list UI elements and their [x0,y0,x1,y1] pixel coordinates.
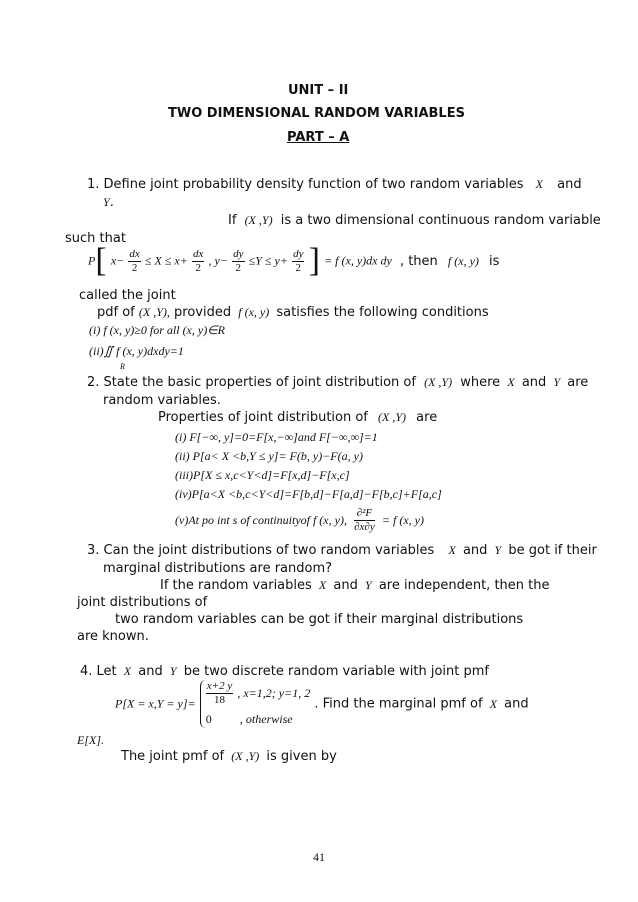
q4-ans-b: is given by [266,749,337,764]
frac-den: 2 [131,261,138,274]
eq-frac-dy-1 [232,248,244,275]
frac-den: 2 [295,261,301,274]
q2-props-xy: (X ,Y) [378,410,407,424]
q1-pdf-line [97,305,489,320]
eq-then: , then [399,253,438,269]
eq-le-y: ≤Y ≤ y+ [248,253,288,268]
q1-pdf-of: pdf of [97,305,135,320]
q3-question [87,543,597,558]
q4-expectation: E[X]. [77,733,104,747]
q3-ans-a: If the random variables [160,578,312,593]
q2-props-title [158,410,437,425]
q1-pdf-xy: (X ,Y), [138,305,170,319]
q3-answer-line1 [160,578,549,593]
eq-is: is [489,253,500,269]
q4-pmf [115,680,529,728]
frac-num: dx [129,247,140,260]
q4-case-2 [206,711,310,728]
eq-p: P [88,253,96,268]
q2-where: where [460,375,501,390]
q3-answer-line4: are known. [77,629,149,644]
q2-property-3: (iii)P[X ≤ x,c<Y<d]=F[x,d]−F[x,c] [175,468,350,482]
q1-and: and [557,177,582,192]
q1-cond2-sub: R [120,362,125,371]
q4-ans-xy: (X ,Y) [231,749,260,763]
part-heading: PART – A [287,130,350,145]
q1-cond2-prefix: (ii)∬ [89,344,114,358]
q1-if: If [228,213,237,228]
q1-such-that: such that [65,231,126,246]
q3-ans-and: and [333,578,358,593]
q4-var-y: Y [169,664,177,678]
q3-var-y: Y [494,543,502,557]
eq-rhs: = f (x, y)dx dy [324,253,392,268]
eq-frac-dx-1 [128,248,140,275]
frac-num: x+2 y [206,680,233,692]
q4-case1-frac [206,680,233,707]
q2-question-cont: random variables. [103,393,221,408]
q3-question-text: 3. Can the joint distributions of two random variables [87,543,435,558]
q4-question [80,664,489,679]
page-number: 41 [313,850,325,864]
q4-ans-a: The joint pmf of [121,749,225,764]
q4-answer [121,749,337,764]
q1-cond2-rest: f (x, y)dxdy=1 [116,344,184,358]
q2-property-1: (i) F[−∞, y]=0=F[x,−∞]and F[−∞,∞]=1 [175,430,378,444]
q1-xy: (X ,Y) [244,213,273,227]
q4-find: . Find the marginal pmf of [314,696,483,712]
q4-pmf-cases [200,680,310,728]
q4-find-and: and [504,696,529,712]
q1-answer-line1 [228,213,601,228]
q2-and: and [521,375,547,390]
q3-question-cont: marginal distributions are random? [103,561,333,576]
q3-and: and [462,543,488,558]
q1-condition-1: (i) f (x, y)≥0 for all (x, y)∈R [89,323,225,337]
q2-xy: (X ,Y) [424,375,453,389]
eq-frac-dy-2 [292,248,304,275]
q3-ans-b: are independent, then the [378,578,550,593]
q4-case-1 [206,680,310,707]
q2-props-are: are [416,410,438,425]
eq-le-x: ≤ X ≤ x+ [144,253,188,268]
q4-question-b: be two discrete random variable with joint pmf [183,664,489,679]
q2-property-2: (ii) P[a< X <b,Y ≤ y]= F(b, y)−F(a, y) [175,449,363,463]
q2-question [87,375,588,390]
q3-question-b: be got if their [508,543,597,558]
eq-x: x− [110,253,125,268]
page-title: TWO DIMENSIONAL RANDOM VARIABLES [168,106,465,121]
frac-num: ∂²F [354,507,375,521]
q2-props-title-text: Properties of joint distribution of [158,410,368,425]
q4-find-x: X [489,696,498,711]
q4-and: and [138,664,163,679]
q3-var-x: X [448,543,456,557]
unit-heading: UNIT – II [288,83,349,98]
frac-den: 2 [195,261,201,274]
eq-fxy: f (x, y) [447,253,479,268]
q3-answer-line2: joint distributions of [77,595,208,610]
frac-num: dx [193,247,204,260]
q1-question-cont [103,195,114,210]
q1-provided: provided [174,305,232,320]
frac-den: ∂x∂y [354,521,375,533]
q2-p5-a: (v)At po int s of continuityof f (x, y), [175,513,347,527]
q1-dot: . [109,195,114,210]
q4-case1-cond: , x=1,2; y=1, 2 [237,686,311,700]
q2-property-4: (iv)P[a<X <b,c<Y<d]=F[b,d]−F[a,d]−F[b,c]+F[a,c] [175,487,442,501]
q4-var-x: X [123,664,132,678]
q2-var-x: X [507,375,515,389]
eq-bracket-open: [ [95,242,107,279]
q2-p5-b: = f (x, y) [381,513,424,527]
q3-ans-x: X [318,578,327,592]
q1-condition-2 [89,344,184,359]
q1-var-y: Y [103,195,110,209]
eq-frac-dx-2 [192,248,204,275]
q1-question [87,177,582,192]
q2-are: are [567,375,589,390]
q1-provided-f: f (x, y) [238,305,270,319]
q4-pmf-lhs: P[X = x,Y = y]= [115,696,196,711]
q2-var-y: Y [553,375,561,389]
eq-y: , y− [208,253,228,268]
q3-answer-line3: two random variables can be got if their marginal distributions [115,612,524,627]
q1-satisfies: satisfies the following conditions [276,305,489,320]
q4-question-text: 4. Let [80,664,117,679]
q1-answer-rest: is a two dimensional continuous random variable [280,213,601,228]
eq-bracket-close: ] [308,242,320,279]
q2-question-text: 2. State the basic properties of joint distribution of [87,375,416,390]
q2-property-5 [175,507,424,534]
q3-ans-y: Y [365,578,372,592]
frac-den: 2 [235,261,242,274]
q1-equation [88,244,499,278]
frac-num: dy [293,247,304,260]
q1-called: called the joint [79,288,176,303]
q4-case2-cond: , otherwise [239,712,293,726]
frac-num: dy [233,247,244,260]
q1-question-text: 1. Define joint probability density function of two random variables [87,177,524,192]
q4-case2-val: 0 [205,712,212,726]
q1-var-x: X [535,177,544,191]
frac-den: 18 [213,694,225,706]
q2-p5-frac [354,507,375,534]
